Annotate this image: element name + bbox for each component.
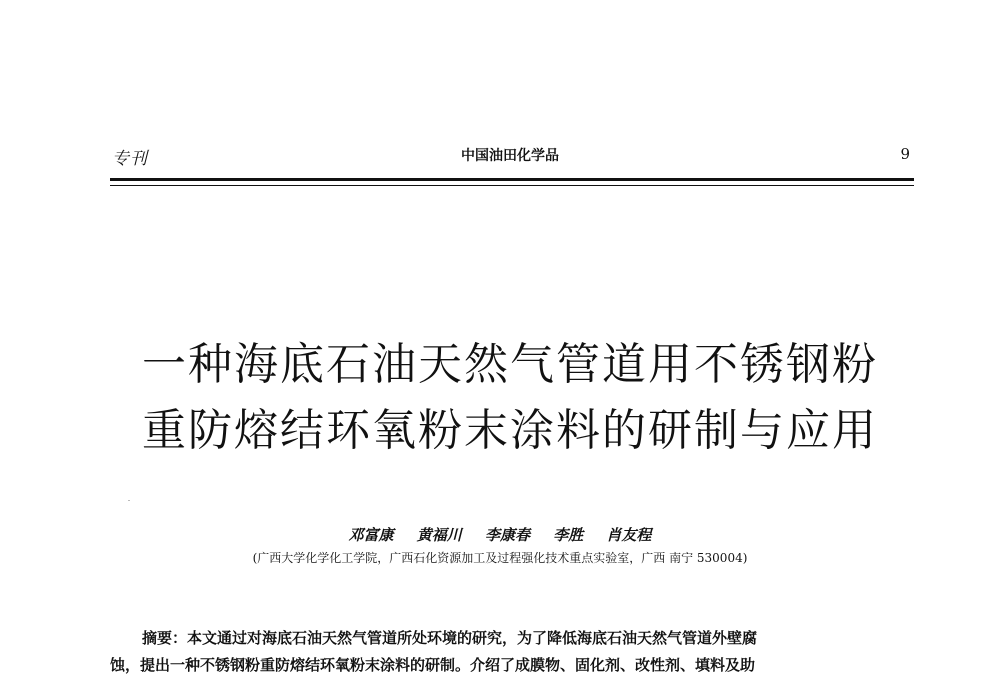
abstract-paragraph xyxy=(110,625,914,679)
abstract-line-2: 蚀，提出一种不锈钢粉重防熔结环氧粉末涂料的研制。介绍了成膜物、固化剂、改性剂、填料及助 xyxy=(110,656,756,674)
paper-title xyxy=(90,332,930,464)
header-rule-thin xyxy=(110,185,914,186)
paper-title-line-1: 一种海底石油天然气管道用不锈钢粉 xyxy=(142,339,878,390)
abstract-line-1: 摘要：本文通过对海底石油天然气管道所处环境的研究，为了降低海底石油天然气管道外壁腐 xyxy=(142,629,758,647)
scan-speck xyxy=(128,500,130,501)
paper-title-line-2: 重防熔结环氧粉末涂料的研制与应用 xyxy=(142,405,878,456)
page-number: 9 xyxy=(900,145,910,163)
header-rule-thick xyxy=(110,178,914,181)
author-affiliation: (广西大学化学化工学院，广西石化资源加工及过程强化技术重点实验室，广西 南宁 530004) xyxy=(252,551,748,565)
author-list: 邓富康 黄福川 李康春 李胜 肖友程 xyxy=(348,526,652,544)
running-head-journal-name: 中国油田化学品 xyxy=(461,148,559,164)
running-head xyxy=(110,140,910,170)
running-head-special-issue: 专刊 xyxy=(112,149,148,169)
